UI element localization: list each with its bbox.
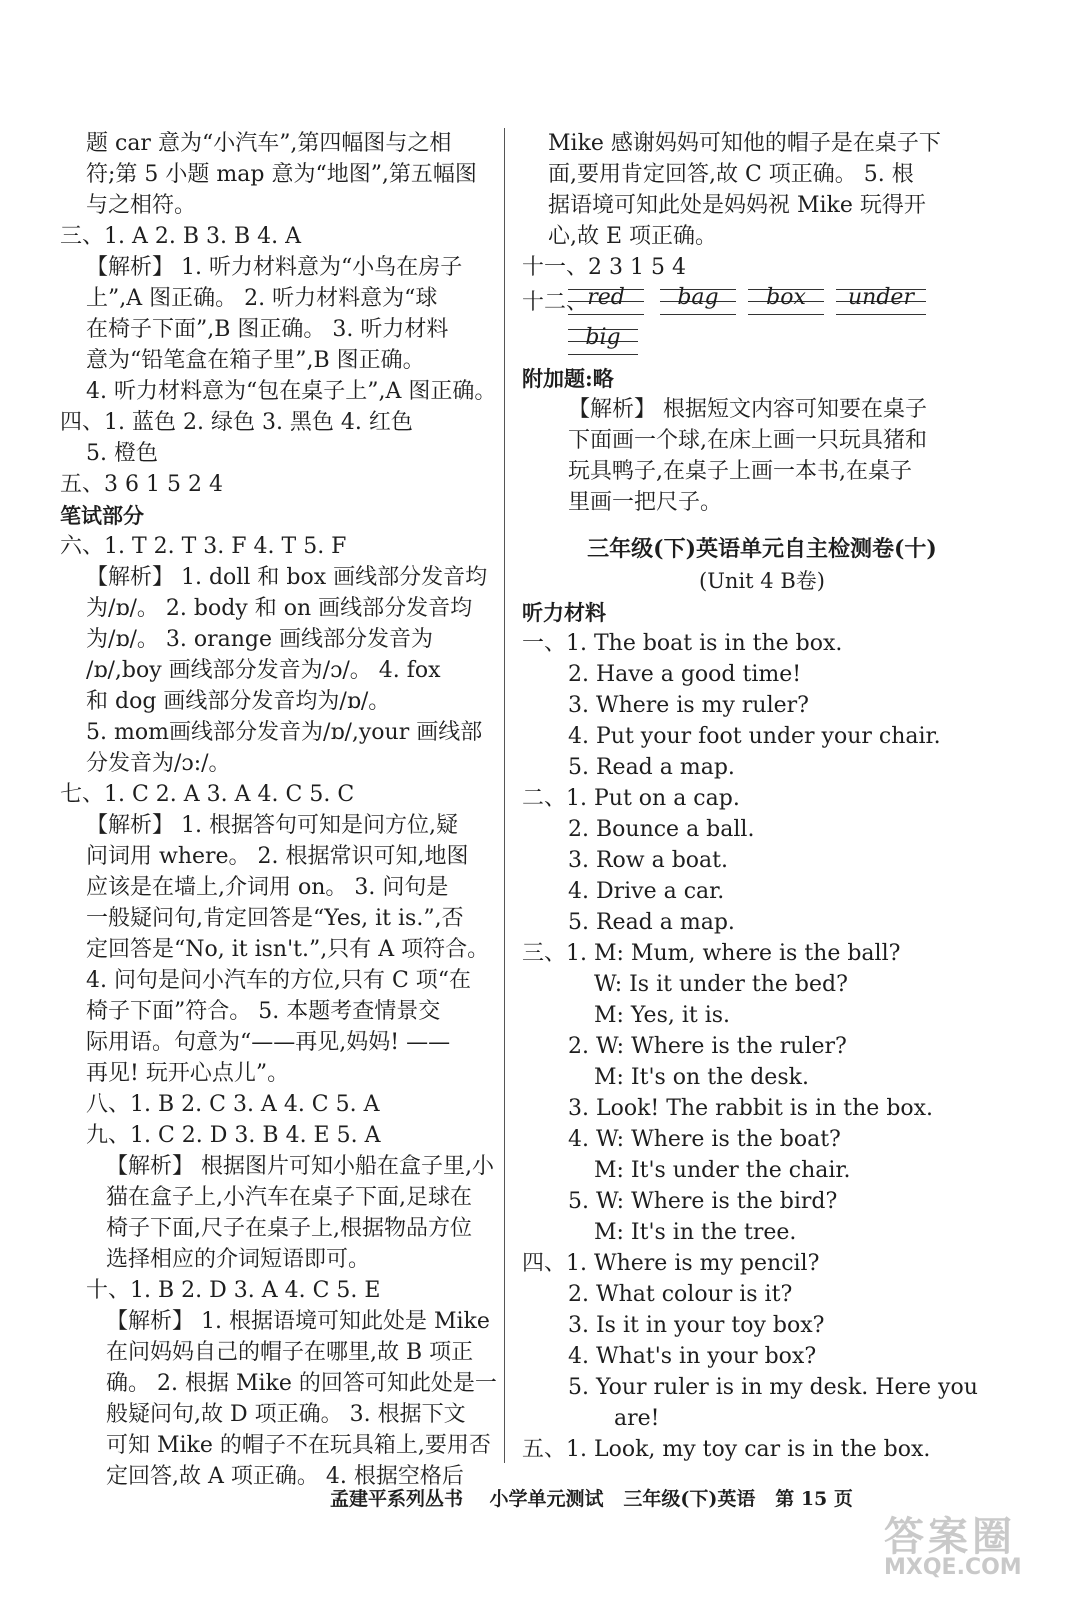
- text-line: 【解析】 1. 根据语境可知此处是 Mike: [106, 1309, 490, 1334]
- text-line: 2. Bounce a ball.: [568, 817, 755, 842]
- text-line: 5. mom画线部分发音为/ɒ/,your 画线部: [86, 720, 483, 745]
- text-line: 里画一把尺子。: [568, 490, 723, 515]
- text-line: 应该是在墙上,介词用 on。 3. 问句是: [86, 875, 449, 900]
- text-line: 2. What colour is it?: [568, 1282, 793, 1307]
- page-footer: [330, 1484, 853, 1511]
- text-line: 4. What's in your box?: [568, 1344, 817, 1369]
- text-line: 5. Read a map.: [568, 755, 735, 780]
- text-line: /ɒ/,boy 画线部分发音为/ɔ/。 4. fox: [86, 658, 441, 683]
- q12-row-2: [522, 323, 1002, 363]
- right-column: [522, 128, 1002, 1465]
- text-line: M: Yes, it is.: [594, 1003, 731, 1028]
- text-line: 椅子下面,尺子在桌子上,根据物品方位: [106, 1216, 472, 1241]
- handwriting-word: under: [836, 283, 926, 319]
- footer-page: 第 15 页: [775, 1488, 853, 1510]
- right-mid-block: [522, 363, 1002, 518]
- handwriting-word: bag: [660, 283, 736, 319]
- text-line: 为/ɒ/。 2. body 和 on 画线部分发音均: [86, 596, 473, 621]
- text-line: 【解析】 1. 根据答句可知是问方位,疑: [86, 813, 458, 838]
- left-column: [60, 128, 525, 1492]
- text-line: 【解析】 1. 听力材料意为“小鸟在房子: [86, 255, 463, 280]
- text-line: 和 dog 画线部分发音均为/ɒ/。: [86, 689, 391, 714]
- text-line: 题 car 意为“小汽车”,第四幅图与之相: [86, 131, 452, 156]
- text-line: 四、1. 蓝色 2. 绿色 3. 黑色 4. 红色: [60, 410, 413, 435]
- text-line: 心,故 E 项正确。: [548, 224, 718, 249]
- text-line: Mike 感谢妈妈可知他的帽子是在桌子下: [548, 131, 941, 156]
- text-line: 3. Where is my ruler?: [568, 693, 809, 718]
- section-title: 三年级(下)英语单元自主检测卷(十): [587, 536, 937, 562]
- text-line: 为/ɒ/。 3. orange 画线部分发音为: [86, 627, 434, 652]
- text-line: 上”,A 图正确。 2. 听力材料意为“球: [86, 286, 438, 311]
- text-line: 2. W: Where is the ruler?: [568, 1034, 847, 1059]
- text-line: 分发音为/ɔ:/。: [86, 751, 231, 776]
- footer-book: 小学单元测试: [489, 1488, 604, 1510]
- text-line: 九、1. C 2. D 3. B 4. E 5. A: [86, 1123, 381, 1148]
- text-line: 确。 2. 根据 Mike 的回答可知此处是一: [106, 1371, 497, 1396]
- text-line: 二、1. Put on a cap.: [522, 786, 740, 811]
- text-line: 5. Read a map.: [568, 910, 735, 935]
- text-line: 三、1. M: Mum, where is the ball?: [522, 941, 901, 966]
- text-line: 5. W: Where is the bird?: [568, 1189, 838, 1214]
- text-line: M: It's in the tree.: [594, 1220, 797, 1245]
- text-line: 【解析】 1. doll 和 box 画线部分发音均: [86, 565, 488, 590]
- listening-heading: 听力材料: [522, 600, 606, 625]
- text-line: 可知 Mike 的帽子不在玩具箱上,要用否: [106, 1433, 491, 1458]
- text-line: 据语境可知此处是妈妈祝 Mike 玩得开: [548, 193, 926, 218]
- text-line: 在椅子下面”,B 图正确。 3. 听力材料: [86, 317, 449, 342]
- text-line: 椅子下面”符合。 5. 本题考查情景交: [86, 999, 441, 1024]
- section-subtitle: (Unit 4 B卷): [699, 569, 825, 593]
- text-line: 意为“铅笔盒在箱子里”,B 图正确。: [86, 348, 425, 373]
- text-line: 2. Have a good time!: [568, 662, 802, 687]
- text-line: 与之相符。: [86, 193, 197, 218]
- watermark: [844, 1505, 1044, 1585]
- right-bottom-block: [522, 628, 1002, 1465]
- text-line: 4. W: Where is the boat?: [568, 1127, 841, 1152]
- text-line: 选择相应的介词短语即可。: [106, 1247, 371, 1272]
- text-line: 八、1. B 2. C 3. A 4. C 5. A: [86, 1092, 380, 1117]
- text-line: 般疑问句,故 D 项正确。 3. 根据下文: [106, 1402, 466, 1427]
- text-line: 5. 橙色: [86, 441, 158, 466]
- text-line: 【解析】 根据图片可知小船在盒子里,小: [106, 1154, 494, 1179]
- text-line: 下面画一个球,在床上画一只玩具猪和: [568, 428, 927, 453]
- q12-label: 十二、: [522, 290, 589, 315]
- footer-series: 孟建平系列丛书: [330, 1488, 464, 1510]
- text-line: 际用语。句意为“——再见,妈妈! ——: [86, 1030, 451, 1055]
- text-line: 一般疑问句,肯定回答是“Yes, it is.”,否: [86, 906, 464, 931]
- text-line: 定回答是“No, it isn't.”,只有 A 项符合。: [86, 937, 490, 962]
- text-line: 4. 听力材料意为“包在桌子上”,A 图正确。: [86, 379, 497, 404]
- text-line: 一、1. The boat is in the box.: [522, 631, 843, 656]
- text-line: 六、1. T 2. T 3. F 4. T 5. F: [60, 534, 347, 559]
- text-line: 十一、2 3 1 5 4: [522, 255, 686, 280]
- text-line: 3. Row a boat.: [568, 848, 729, 873]
- text-line: 4. 问句是问小汽车的方位,只有 C 项“在: [86, 968, 472, 993]
- text-line: M: It's on the desk.: [594, 1065, 809, 1090]
- text-line: 猫在盒子上,小汽车在桌子下面,足球在: [106, 1185, 472, 1210]
- handwriting-word: red: [568, 283, 644, 319]
- handwriting-word: big: [568, 323, 638, 359]
- text-line: 5. Your ruler is in my desk. Here you: [568, 1375, 978, 1400]
- text-line: 面,要用肯定回答,故 C 项正确。 5. 根: [548, 162, 914, 187]
- text-line: 符;第 5 小题 map 意为“地图”,第五幅图: [86, 162, 477, 187]
- text-line: are!: [614, 1406, 660, 1431]
- column-divider: [504, 128, 505, 1463]
- q12-row-1: [522, 283, 1002, 323]
- text-line: 五、1. Look, my toy car is in the box.: [522, 1437, 931, 1462]
- text-line: 五、3 6 1 5 2 4: [60, 472, 223, 497]
- text-line: 四、1. Where is my pencil?: [522, 1251, 820, 1276]
- watermark-url: MXQE.COM: [884, 1555, 1022, 1580]
- text-line: 十、1. B 2. D 3. A 4. C 5. E: [86, 1278, 381, 1303]
- text-line: 4. Put your foot under your chair.: [568, 724, 941, 749]
- text-line: 附加题:略: [522, 366, 614, 391]
- text-line: 问词用 where。 2. 根据常识可知,地图: [86, 844, 469, 869]
- right-top-block: [522, 128, 1002, 283]
- footer-grade: 三年级(下)英语: [623, 1488, 756, 1510]
- text-line: 笔试部分: [60, 503, 144, 528]
- text-line: 七、1. C 2. A 3. A 4. C 5. C: [60, 782, 355, 807]
- text-line: 3. Is it in your toy box?: [568, 1313, 825, 1338]
- text-line: M: It's under the chair.: [594, 1158, 851, 1183]
- text-line: W: Is it under the bed?: [594, 972, 848, 997]
- text-line: 再见! 玩开心点儿”。: [86, 1061, 290, 1086]
- text-line: 3. Look! The rabbit is in the box.: [568, 1096, 934, 1121]
- text-line: 玩具鸭子,在桌子上画一本书,在桌子: [568, 459, 912, 484]
- text-line: 【解析】 根据短文内容可知要在桌子: [568, 397, 927, 422]
- text-line: 三、1. A 2. B 3. B 4. A: [60, 224, 302, 249]
- watermark-logo: 答案圈: [884, 1514, 1016, 1560]
- text-line: 4. Drive a car.: [568, 879, 725, 904]
- handwriting-word: box: [748, 283, 824, 319]
- text-line: 在问妈妈自己的帽子在哪里,故 B 项正: [106, 1340, 474, 1365]
- text-line: 定回答,故 A 项正确。 4. 根据空格后: [106, 1464, 464, 1489]
